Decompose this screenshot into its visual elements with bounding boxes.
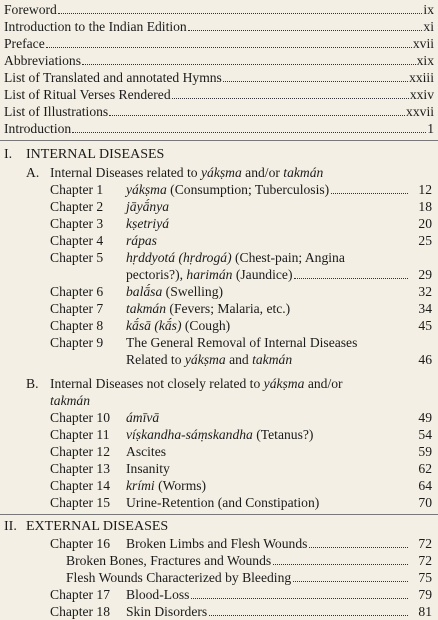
chapter-term: kṣetriyá <box>126 216 170 231</box>
chapter-title: Broken Limbs and Flesh Wounds <box>126 536 308 551</box>
leader-dots <box>294 266 408 279</box>
leader-dots <box>293 569 408 582</box>
chapter-label: Chapter 4 <box>50 233 104 248</box>
chapter-page: 25 <box>418 233 432 248</box>
entry-title: Abbreviations <box>4 53 82 68</box>
chapter-label: Chapter 5 <box>50 250 104 265</box>
chapter-page: 72 <box>418 536 432 551</box>
leader-dots <box>58 1 423 14</box>
chapter-label: Chapter 11 <box>50 427 110 442</box>
section-heading-b-continued <box>50 392 90 409</box>
chapter-5 <box>50 249 432 266</box>
leader-dots <box>82 52 416 65</box>
chapter-page: 18 <box>418 199 432 214</box>
chapter-title: Related to <box>126 352 185 367</box>
chapter-label: Chapter 3 <box>50 216 104 231</box>
chapter-title: (Tetanus?) <box>252 427 314 442</box>
leader-dots <box>172 86 409 99</box>
chapter-term: takmán <box>126 301 167 316</box>
chapter-13 <box>50 460 432 477</box>
term-takman: takmán <box>283 165 324 180</box>
part-number: II. <box>4 519 17 534</box>
chapter-label: Chapter 9 <box>50 335 104 350</box>
chapter-page: 62 <box>418 461 432 476</box>
chapter-label: Chapter 14 <box>50 478 111 493</box>
chapter-page: 54 <box>418 427 432 442</box>
term-yaksma: yákṣma <box>200 165 242 180</box>
chapter-page: 79 <box>418 587 432 602</box>
chapter-term: víṣkandha-sáṃskandha <box>126 427 253 442</box>
chapter-6 <box>50 283 432 300</box>
chapter-page: 46 <box>418 352 432 367</box>
chapter-9 <box>50 334 432 351</box>
subsection-flesh-wounds <box>66 569 432 586</box>
chapter-title: Urine-Retention (and Constipation) <box>126 495 320 510</box>
section-text: and/or <box>304 376 343 391</box>
chapter-title: (Cough) <box>181 318 231 333</box>
chapter-10 <box>50 409 432 426</box>
entry-title: List of Translated and annotated Hymns <box>4 70 222 85</box>
entry-page: xxiv <box>409 87 434 102</box>
chapter-4 <box>50 232 432 249</box>
chapter-1 <box>50 181 432 198</box>
chapter-label: Chapter 10 <box>50 410 111 425</box>
entry-page: ix <box>423 2 434 17</box>
chapter-title: (Worms) <box>154 478 207 493</box>
term-takman: takmán <box>50 393 91 408</box>
chapter-11 <box>50 426 432 443</box>
toc-entry-preface <box>4 35 434 52</box>
chapter-title: (Jaundice) <box>232 267 293 282</box>
chapter-page: 81 <box>418 604 432 619</box>
chapter-title: Blood-Loss <box>126 587 190 602</box>
term-yaksma: yákṣma <box>263 376 305 391</box>
entry-title: Foreword <box>4 2 57 17</box>
chapter-9-continued <box>126 351 432 368</box>
section-letter: B. <box>26 376 39 391</box>
chapter-label: Chapter 12 <box>50 444 111 459</box>
chapter-14 <box>50 477 432 494</box>
section-heading-b <box>26 375 343 392</box>
section-text: and/or <box>241 165 284 180</box>
toc-entry-abbreviations <box>4 52 434 69</box>
chapter-label: Chapter 15 <box>50 495 111 510</box>
chapter-label: Chapter 6 <box>50 284 104 299</box>
subsection-page: 72 <box>418 553 432 568</box>
part-title: EXTERNAL DISEASES <box>26 519 169 534</box>
chapter-title: Skin Disorders <box>126 604 208 619</box>
entry-page: xxiii <box>409 70 434 85</box>
leader-dots <box>223 69 408 82</box>
chapter-label: Chapter 16 <box>50 536 111 551</box>
leader-dots <box>273 552 408 565</box>
chapter-label: Chapter 17 <box>50 587 111 602</box>
chapter-label: Chapter 18 <box>50 604 111 619</box>
chapter-page: 20 <box>418 216 432 231</box>
chapter-title: (Swelling) <box>162 284 224 299</box>
term-yaksma: yákṣma <box>184 352 226 367</box>
toc-entry-intro-indian <box>4 18 434 35</box>
chapter-title: pectoris?), <box>126 267 187 282</box>
toc-entry-foreword <box>4 1 434 18</box>
leader-dots <box>309 535 408 548</box>
part-heading-internal <box>4 146 164 163</box>
chapter-page: 12 <box>418 182 432 197</box>
subsection-page: 75 <box>418 570 432 585</box>
chapter-7 <box>50 300 432 317</box>
chapter-title: The General Removal of Internal Diseases <box>126 335 358 350</box>
entry-title: List of Illustrations <box>4 104 109 119</box>
chapter-title: and <box>225 352 253 367</box>
entry-title: Preface <box>4 36 45 51</box>
chapter-title: Insanity <box>126 461 170 476</box>
chapter-term: harimán <box>186 267 233 282</box>
chapter-term: ámīvā <box>126 410 160 425</box>
chapter-term: kā́sā (kā́s) <box>126 318 182 333</box>
chapter-page: 29 <box>418 267 432 282</box>
entry-page: 1 <box>427 121 434 136</box>
chapter-title: (Chest-pain; Angina <box>231 250 345 265</box>
part-number: I. <box>4 147 13 162</box>
leader-dots <box>188 18 423 31</box>
section-text: Internal Diseases not closely related to <box>50 376 264 391</box>
leader-dots <box>72 120 426 133</box>
chapter-17 <box>50 586 432 603</box>
toc-entry-introduction <box>4 120 434 137</box>
section-text: Internal Diseases related to <box>50 165 201 180</box>
chapter-page: 32 <box>418 284 432 299</box>
divider <box>0 514 438 515</box>
entry-page: xxvii <box>406 104 434 119</box>
chapter-page: 70 <box>418 495 432 510</box>
chapter-label: Chapter 7 <box>50 301 104 316</box>
entry-page: xvii <box>412 36 434 51</box>
chapter-2 <box>50 198 432 215</box>
entry-page: xix <box>416 53 434 68</box>
subsection-broken-bones <box>66 552 432 569</box>
toc-entry-illustrations <box>4 103 434 120</box>
term-takman: takmán <box>252 352 293 367</box>
chapter-label: Chapter 13 <box>50 461 111 476</box>
leader-dots <box>191 586 408 599</box>
chapter-term: yákṣma <box>126 182 167 197</box>
leader-dots <box>209 603 408 616</box>
chapter-label: Chapter 8 <box>50 318 104 333</box>
chapter-term: hṛddyotá (hṛdrogá) <box>126 250 232 265</box>
chapter-page: 59 <box>418 444 432 459</box>
toc-entry-hymns <box>4 69 434 86</box>
entry-title: Introduction to the Indian Edition <box>4 19 187 34</box>
chapter-18 <box>50 603 432 620</box>
chapter-page: 45 <box>418 318 432 333</box>
entry-title: Introduction <box>4 121 72 136</box>
chapter-12 <box>50 443 432 460</box>
part-title: INTERNAL DISEASES <box>26 147 165 162</box>
section-heading-a <box>26 164 323 181</box>
chapter-title: (Fevers; Malaria, etc.) <box>166 301 291 316</box>
section-letter: A. <box>26 165 40 180</box>
leader-dots <box>331 181 408 194</box>
divider <box>0 140 438 141</box>
part-heading-external <box>4 518 168 535</box>
chapter-title: Ascites <box>126 444 167 459</box>
chapter-3 <box>50 215 432 232</box>
entry-title: List of Ritual Verses Rendered <box>4 87 171 102</box>
chapter-5-continued <box>126 266 432 283</box>
chapter-term: balā́sa <box>126 284 163 299</box>
leader-dots <box>109 103 405 116</box>
entry-page: xi <box>423 19 434 34</box>
chapter-16 <box>50 535 432 552</box>
chapter-label: Chapter 2 <box>50 199 104 214</box>
chapter-15 <box>50 494 432 511</box>
leader-dots <box>46 35 412 48</box>
chapter-page: 49 <box>418 410 432 425</box>
chapter-term: jāyā́nya <box>126 199 170 214</box>
toc-entry-ritual-verses <box>4 86 434 103</box>
chapter-8 <box>50 317 432 334</box>
subsection-title: Broken Bones, Fractures and Wounds <box>66 553 272 568</box>
chapter-term: rápas <box>126 233 157 248</box>
subsection-title: Flesh Wounds Characterized by Bleeding <box>66 570 292 585</box>
chapter-title: (Consumption; Tuberculosis) <box>166 182 330 197</box>
chapter-term: krími <box>126 478 155 493</box>
chapter-label: Chapter 1 <box>50 182 104 197</box>
chapter-page: 64 <box>418 478 432 493</box>
chapter-page: 34 <box>418 301 432 316</box>
